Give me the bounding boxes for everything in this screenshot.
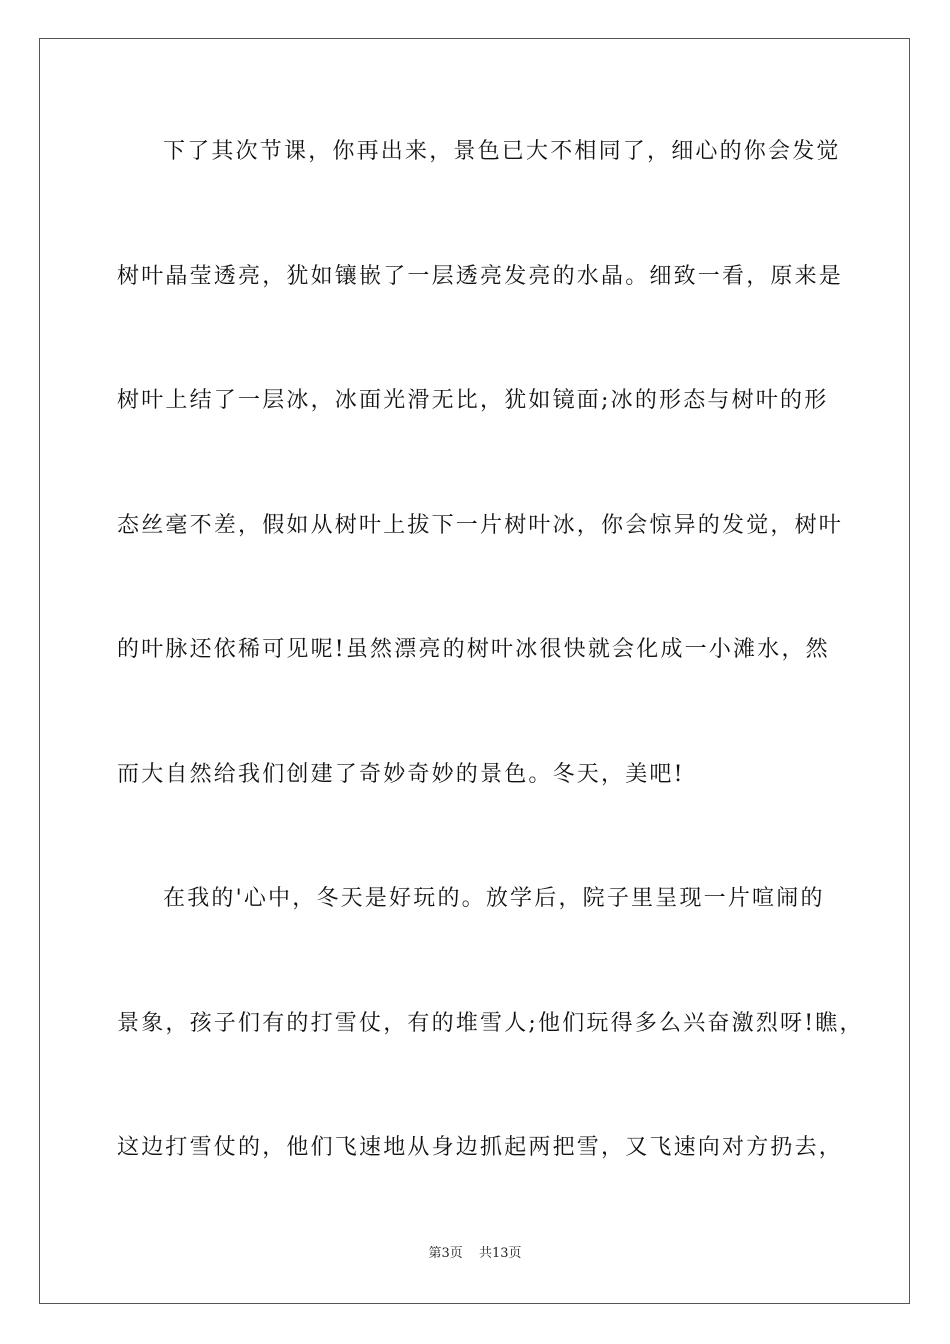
paragraph-line: 在我的'心中，冬天是好玩的。放学后，院子里呈现一片喧闹的 [163, 886, 825, 911]
paragraph-line: 下了其次节课，你再出来，景色已大不相同了，细心的你会发觉 [163, 139, 841, 164]
paragraph-line: 的叶脉还依稀可见呢!虽然漂亮的树叶冰很快就会化成一小滩水，然 [117, 637, 830, 662]
paragraph-line: 景象，孩子们有的打雪仗，有的堆雪人;他们玩得多么兴奋激烈呀!瞧， [117, 1011, 864, 1036]
paragraph-line: 态丝毫不差，假如从树叶上拔下一片树叶冰，你会惊异的发觉，树叶 [117, 513, 844, 538]
page-number: 第3页 [428, 1246, 463, 1261]
page-footer [0, 1245, 950, 1263]
page-border [39, 38, 910, 1304]
page-total: 共13页 [478, 1246, 522, 1261]
paragraph-line: 这边打雪仗的，他们飞速地从身边抓起两把雪，又飞速向对方扔去， [117, 1135, 844, 1160]
paragraph-line: 而大自然给我们创建了奇妙奇妙的景色。冬天，美吧! [117, 762, 685, 787]
paragraph-line: 树叶上结了一层冰，冰面光滑无比，犹如镜面;冰的形态与树叶的形 [117, 388, 829, 413]
paragraph-line: 树叶晶莹透亮，犹如镶嵌了一层透亮发亮的水晶。细致一看，原来是 [117, 264, 844, 289]
